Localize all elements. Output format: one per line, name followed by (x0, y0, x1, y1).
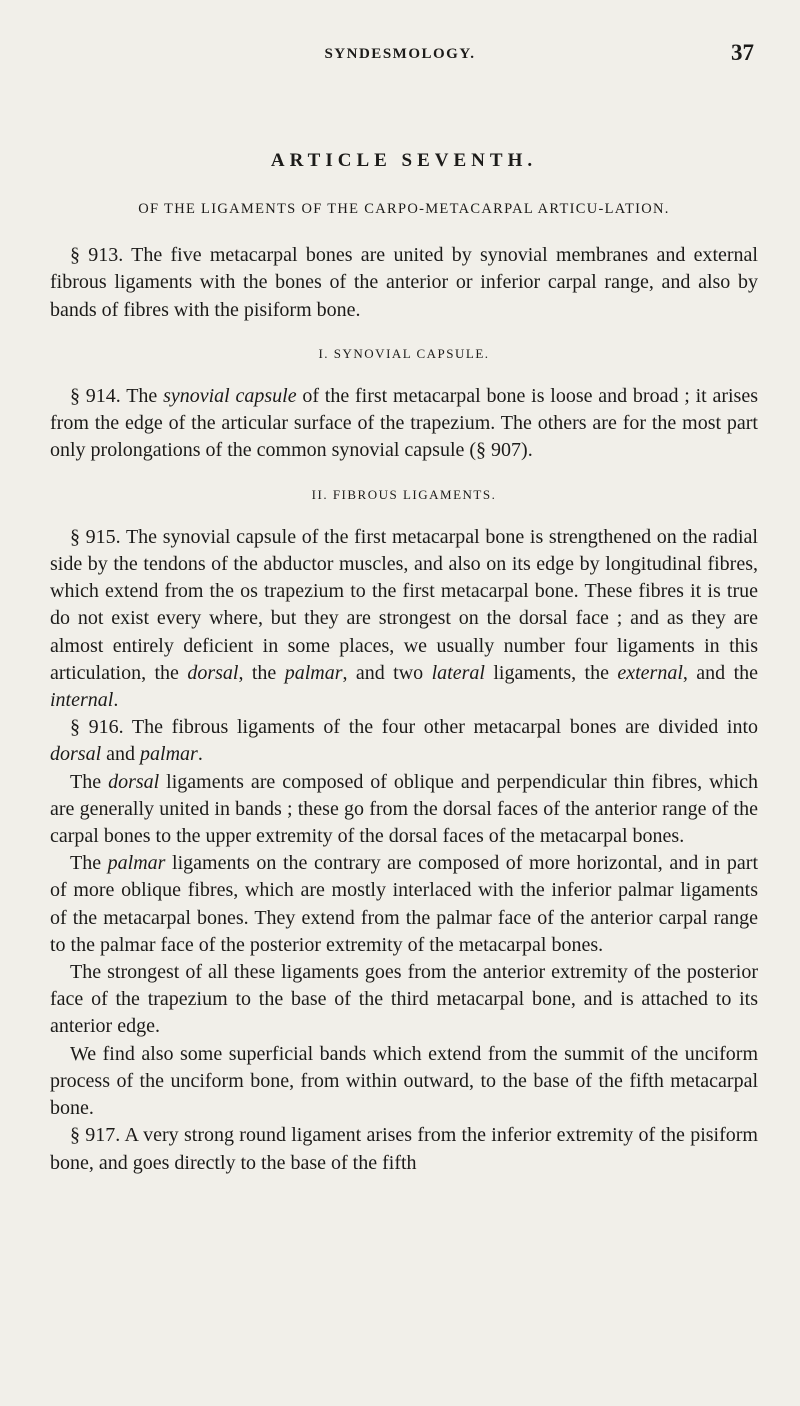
italic-term: palmar (107, 852, 166, 875)
section-heading-synovial-capsule: I. SYNOVIAL CAPSULE. (318, 345, 490, 361)
article-subtitle: OF THE LIGAMENTS OF THE CARPO-METACARPAL ARTICU-LATION. (138, 201, 670, 218)
text-run: , and the (682, 661, 759, 684)
italic-term: dorsal (108, 770, 160, 793)
text-run: ligaments are composed of oblique and perpendicular thin fibres, which are generally united in bands ; these go from the dorsal faces of the anterior range of the carpal bones to the upper extremity of the dorsal faces of the metacarpal bones. (50, 770, 759, 848)
paragraph-palmar-ligaments (50, 850, 758, 959)
text-run: The (70, 852, 108, 875)
paragraph-916 (50, 714, 758, 768)
text-run: ligaments, the (484, 661, 618, 684)
text-run: § 915. The synovial capsule of the first metacarpal bone is strengthened on the radial side by the tendons of the abductor muscles, and also on its edge by longitudinal fibres, which extend from the os trapezium to the first metacarpal bone. These fibres it is true do not exist every where, but they are strongest on the dorsal face ; and as they are almost entirely deficient in some places, we usually number four ligaments in this articulation, the (50, 525, 758, 684)
text-run: The (70, 770, 109, 793)
running-head (0, 40, 800, 80)
italic-term: dorsal (50, 743, 102, 766)
paragraph-914 (50, 383, 758, 465)
paragraph-913-text: § 913. The five metacarpal bones are united by synovial membranes and external fibrous ligaments with the bones of the anterior or inferior carpal range, and also by bands of fibres with the pisiform bone. (50, 244, 758, 321)
italic-term: dorsal (187, 661, 239, 684)
italic-term: palmar (284, 661, 343, 684)
text-run: , the (238, 661, 285, 684)
text-run: . (113, 689, 119, 712)
text-run: . (197, 743, 203, 766)
italic-term: synovial capsule (163, 385, 297, 408)
text-run: § 916. The fibrous ligaments of the four other metacarpal bones are divided into (70, 716, 758, 739)
page-number: 37 (731, 40, 754, 65)
text-run: , and two (342, 661, 432, 684)
paragraph-913 (50, 242, 758, 324)
paragraph-dorsal-ligaments (50, 769, 758, 851)
text-run: ligaments on the contrary are composed of more horizontal, and in part of more oblique fibres, which are mostly interlaced with the inferior palmar ligaments of the metacarpal bones. They extend from the palmar face of the anterior carpal range to the palmar face of the posterior extremity of the metacarpal bones. (50, 852, 759, 956)
text-run: of the first metacarpal bone is loose and broad ; it arises from the edge of the articular surface of the trapezium. The others are for the most part only prolongations of the common synovial capsule (§ 907). (50, 385, 758, 462)
text-run: The strongest of all these ligaments goes from the anterior extremity of the posterior face of the trapezium to the base of the third metacarpal bone, and is attached to its anterior edge. (50, 961, 758, 1038)
italic-term: palmar (140, 743, 198, 766)
italic-term: lateral (431, 661, 485, 684)
text-run: and (101, 743, 141, 766)
text-run: § 914. The (70, 385, 164, 408)
text-run: § 917. A very strong round ligament arises from the inferior extremity of the pisiform bone, and goes directly to the base of the fifth (50, 1124, 758, 1174)
paragraph-superficial-bands (50, 1041, 758, 1123)
text-run: We find also some superficial bands which extend from the summit of the unciform process of the unciform bone, from within outward, to the base of the fifth metacarpal bone. (50, 1042, 758, 1120)
italic-term: internal (50, 689, 114, 712)
paragraph-915 (50, 524, 758, 714)
paragraph-strongest-ligament (50, 959, 758, 1041)
article-title: ARTICLE SEVENTH. (270, 150, 538, 171)
running-head-title: SYNDESMOLOGY. (324, 46, 476, 62)
paragraph-917 (50, 1122, 758, 1176)
section-heading-fibrous-ligaments: II. FIBROUS LIGAMENTS. (311, 486, 497, 502)
page-body (50, 147, 758, 1177)
italic-term: external (617, 661, 683, 684)
